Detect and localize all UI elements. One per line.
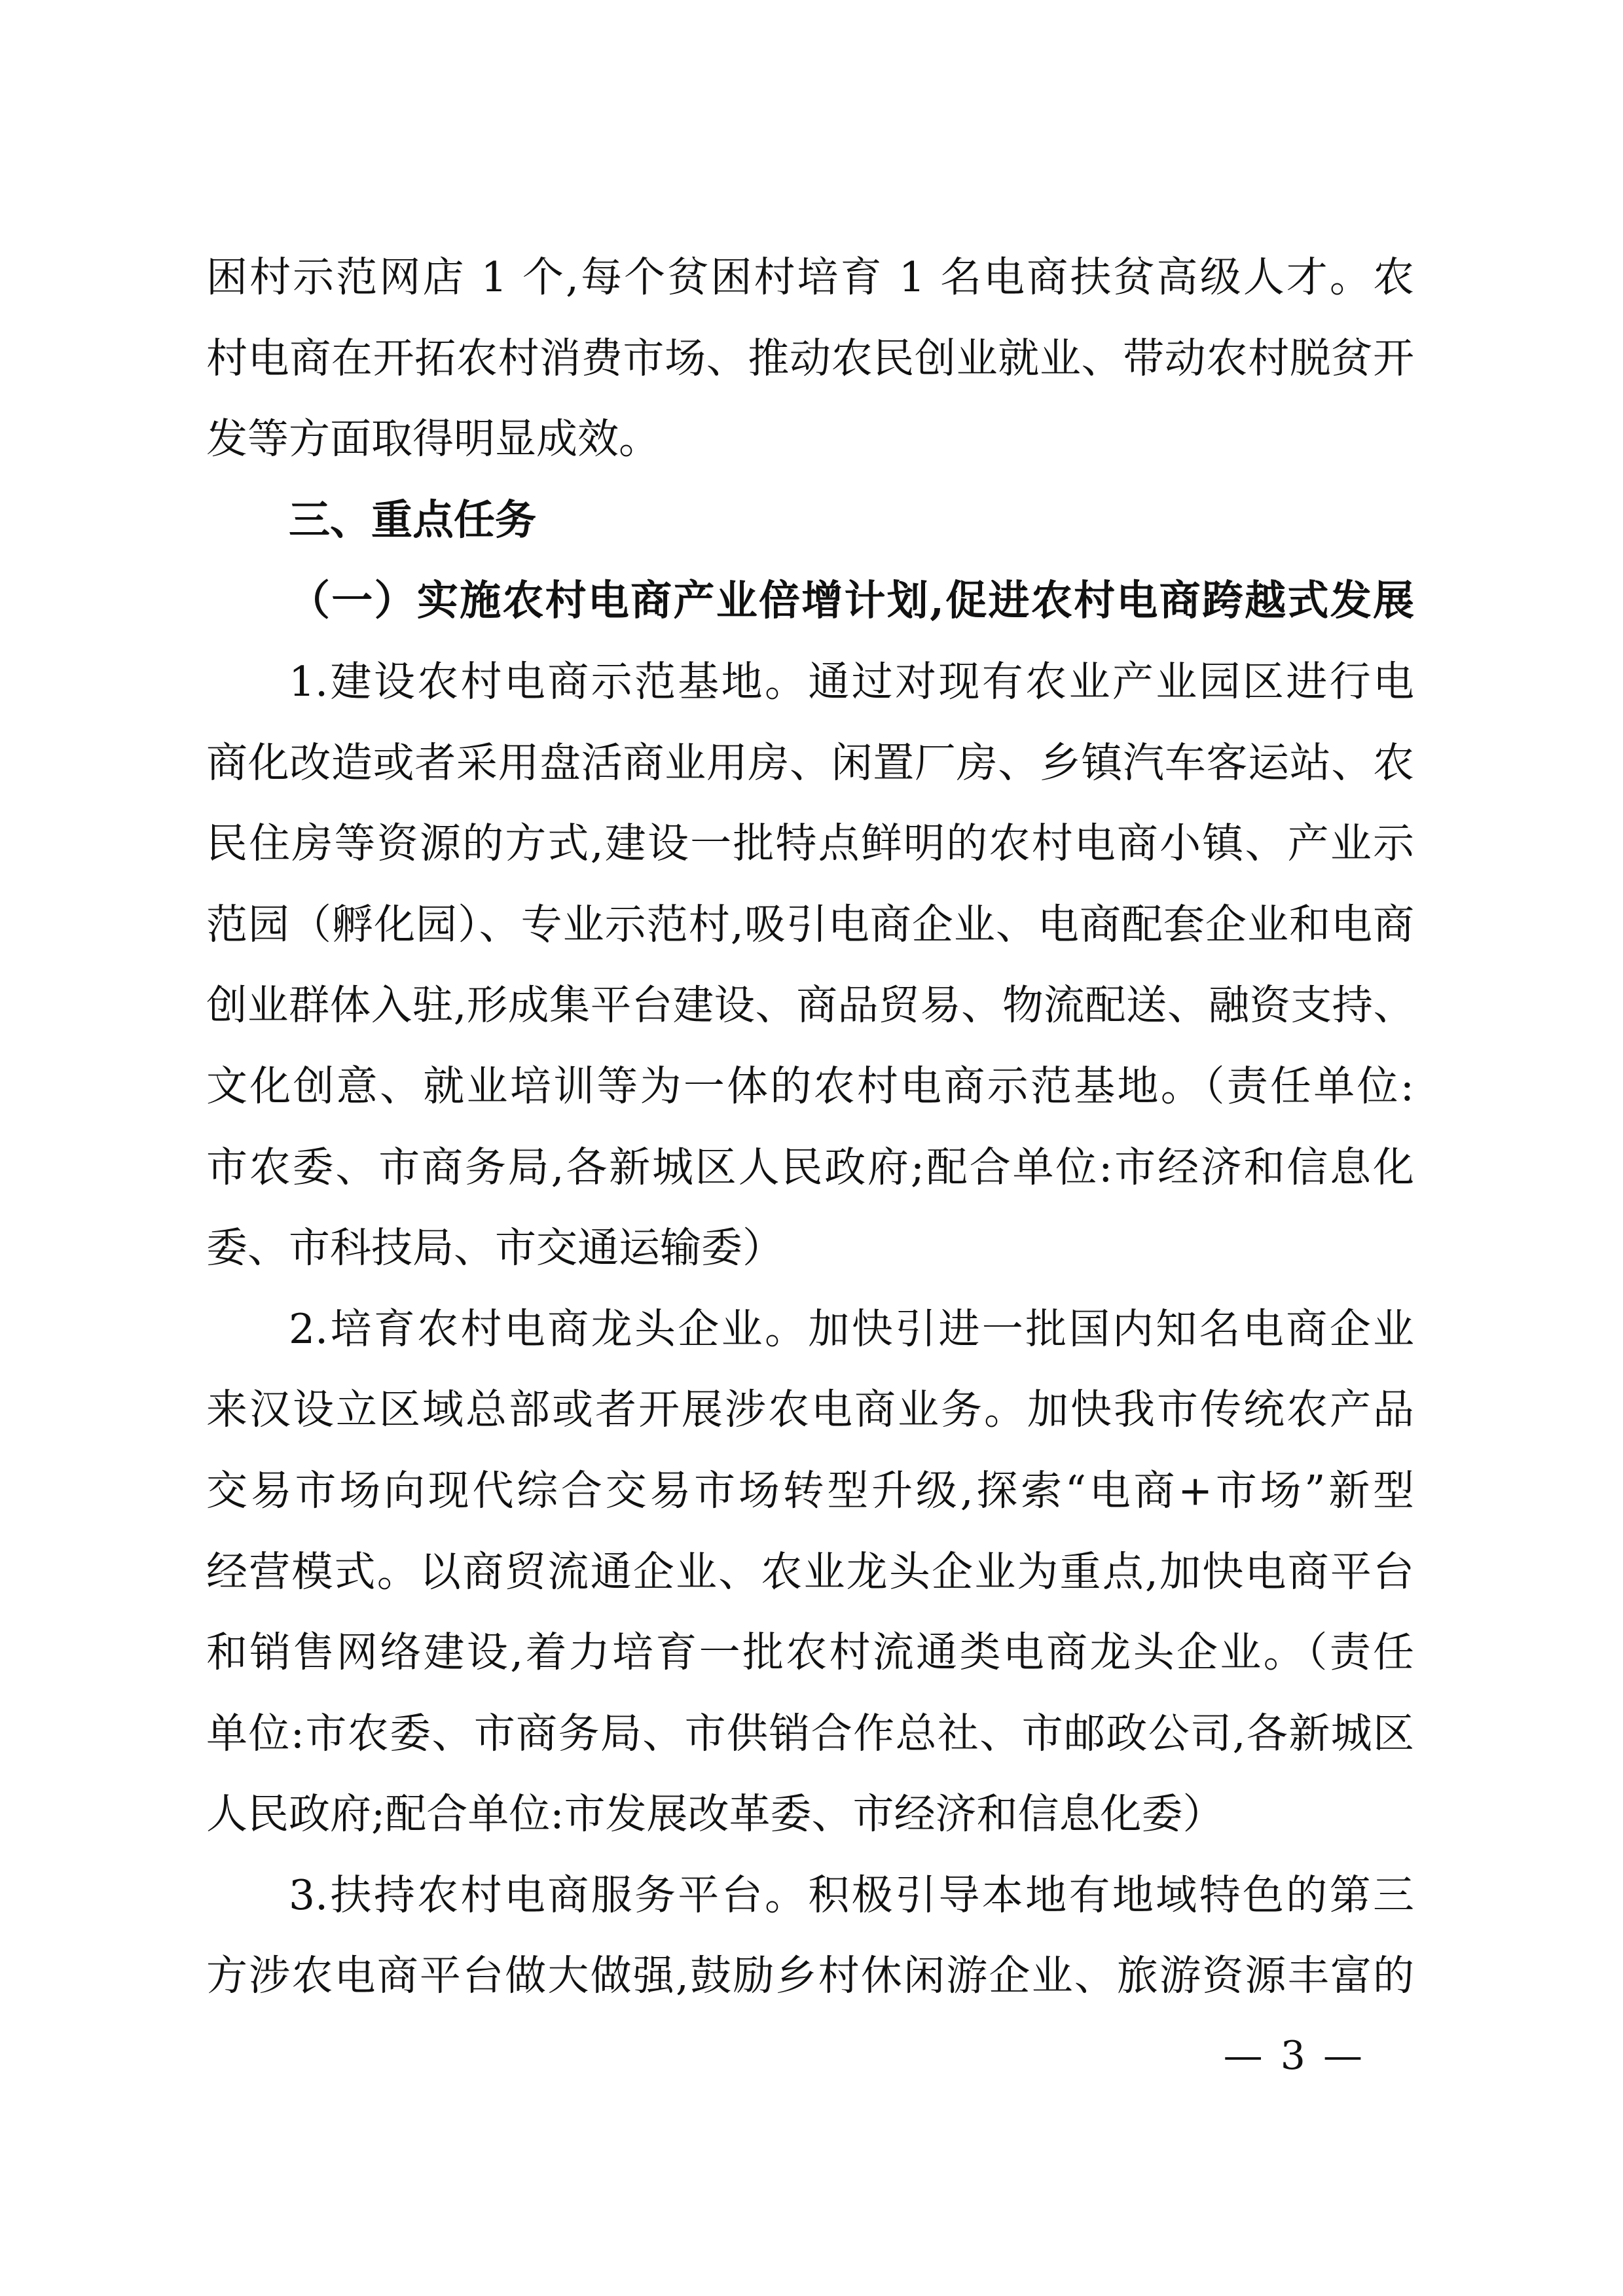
paragraph-line: 2.培育农村电商龙头企业。加快引进一批国内知名电商企业	[289, 1304, 1414, 1353]
continued-paragraph	[206, 237, 1414, 480]
paragraph-line: 交易市场向现代综合交易市场转型升级,探索“电商+市场”新型	[206, 1466, 1414, 1515]
paragraph-line: 和销售网络建设,着力培育一批农村流通类电商龙头企业。（责任	[206, 1628, 1414, 1677]
paragraph-line: 文化创意、就业培训等为一体的农村电商示范基地。（责任单位:	[206, 1062, 1414, 1110]
paragraph-line: 单位:市农委、市商务局、市供销合作总社、市邮政公司,各新城区	[206, 1709, 1414, 1757]
paragraph-line: 委、市科技局、市交通运输委）	[206, 1224, 784, 1272]
paragraph-line: 发等方面取得明显成效。	[206, 415, 660, 463]
task-item-1	[206, 641, 1414, 1289]
paragraph-line: 范园（孵化园）、专业示范村,吸引电商企业、电商配套企业和电商	[206, 900, 1414, 948]
paragraph-line: 市农委、市商务局,各新城区人民政府;配合单位:市经济和信息化	[206, 1143, 1414, 1191]
paragraph-line: 经营模式。以商贸流通企业、农业龙头企业为重点,加快电商平台	[206, 1547, 1414, 1596]
page-number: — 3 —	[1223, 2033, 1365, 2079]
paragraph-line: 村电商在开拓农村消费市场、推动农民创业就业、带动农村脱贫开	[206, 334, 1414, 382]
task-item-2	[206, 1289, 1414, 1855]
paragraph-line: 商化改造或者采用盘活商业用房、闲置厂房、乡镇汽车客运站、农	[206, 738, 1414, 787]
paragraph-line: 困村示范网店 1 个,每个贫困村培育 1 名电商扶贫高级人才。农	[206, 253, 1414, 301]
paragraph-line: 创业群体入驻,形成集平台建设、商品贸易、物流配送、融资支持、	[206, 981, 1414, 1030]
paragraph-line: 方涉农电商平台做大做强,鼓励乡村休闲游企业、旅游资源丰富的	[206, 1952, 1414, 2000]
subsection-heading: （一）实施农村电商产业倍增计划,促进农村电商跨越式发展	[289, 576, 1414, 625]
section-heading: 三、重点任务	[289, 495, 536, 544]
paragraph-line: 3.扶持农村电商服务平台。积极引导本地有地域特色的第三	[289, 1871, 1414, 1919]
paragraph-line: 1.建设农村电商示范基地。通过对现有农业产业园区进行电	[289, 657, 1414, 706]
body-text	[206, 237, 1414, 2017]
task-item-3	[206, 1855, 1414, 2017]
paragraph-line: 来汉设立区域总部或者开展涉农电商业务。加快我市传统农产品	[206, 1386, 1414, 1434]
paragraph-line: 民住房等资源的方式,建设一批特点鲜明的农村电商小镇、产业示	[206, 819, 1414, 868]
paragraph-line: 人民政府;配合单位:市发展改革委、市经济和信息化委）	[206, 1790, 1224, 1839]
